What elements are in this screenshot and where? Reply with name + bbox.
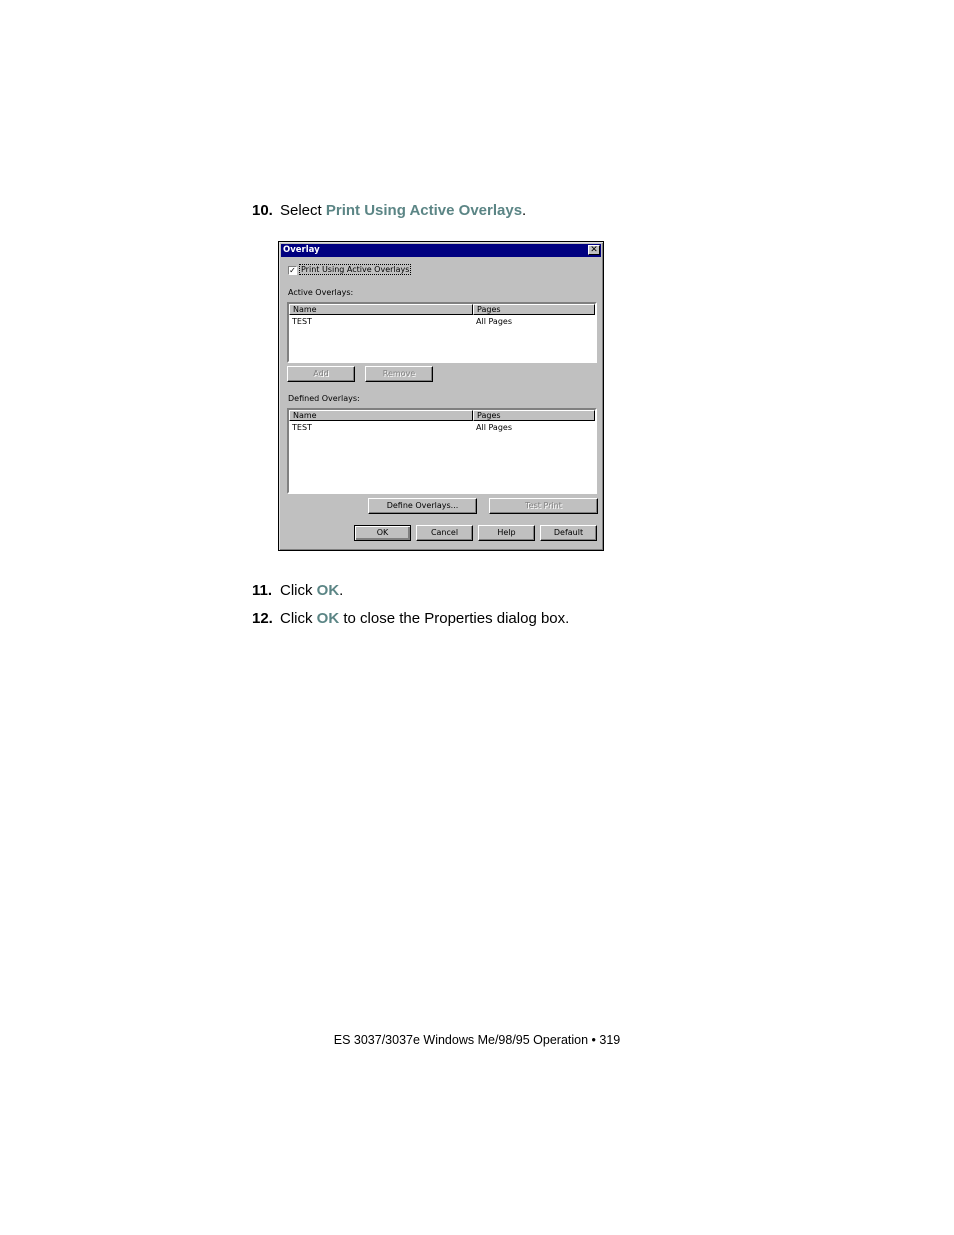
add-button[interactable]: Add [287,366,355,382]
step-number: 12. [252,610,273,627]
step-suffix: . [339,582,344,599]
close-icon: ✕ [590,245,598,255]
help-button[interactable]: Help [478,525,535,541]
defined-col-pages-header[interactable]: Pages [473,410,595,421]
active-overlays-list[interactable] [287,302,597,363]
ok-button[interactable]: OK [354,525,411,541]
active-col-name-header[interactable]: Name [289,304,473,315]
defined-row-name[interactable]: TEST [292,423,312,432]
dialog-title: Overlay [283,245,320,255]
step-number: 11. [252,582,273,599]
active-overlays-label: Active Overlays: [288,288,354,297]
step-suffix: . [522,202,527,219]
step-text: Click [280,582,317,599]
print-active-overlays-checkbox[interactable] [288,266,297,275]
step-12 [252,610,569,628]
step-suffix: to close the Properties dialog box. [339,610,570,627]
step-highlight: Print Using Active Overlays [325,202,523,219]
step-highlight: OK [316,610,340,627]
checkmark-icon: ✓ [289,266,296,275]
active-row-name[interactable]: TEST [292,317,312,326]
step-10 [252,202,526,220]
defined-overlays-label: Defined Overlays: [288,394,360,403]
defined-overlays-list[interactable] [287,408,597,494]
active-row-pages: All Pages [476,317,512,326]
step-11 [252,582,343,600]
page-footer: ES 3037/3037e Windows Me/98/95 Operation • 319 [333,1033,621,1047]
active-col-pages-header[interactable]: Pages [473,304,595,315]
defined-row-pages: All Pages [476,423,512,432]
close-button[interactable] [588,245,600,255]
test-print-button[interactable]: Test Print [489,498,598,514]
step-text: Click [280,610,317,627]
defined-col-name-header[interactable]: Name [289,410,473,421]
step-number: 10. [252,202,273,219]
step-highlight: OK [316,582,340,599]
dialog-title-bar[interactable] [281,244,601,257]
remove-button[interactable]: Remove [365,366,433,382]
define-overlays-button[interactable]: Define Overlays... [368,498,477,514]
cancel-button[interactable]: Cancel [416,525,473,541]
default-button[interactable]: Default [540,525,597,541]
step-text: Select [280,202,326,219]
overlay-dialog [278,241,604,551]
print-active-overlays-label[interactable]: Print Using Active Overlays [301,265,410,274]
